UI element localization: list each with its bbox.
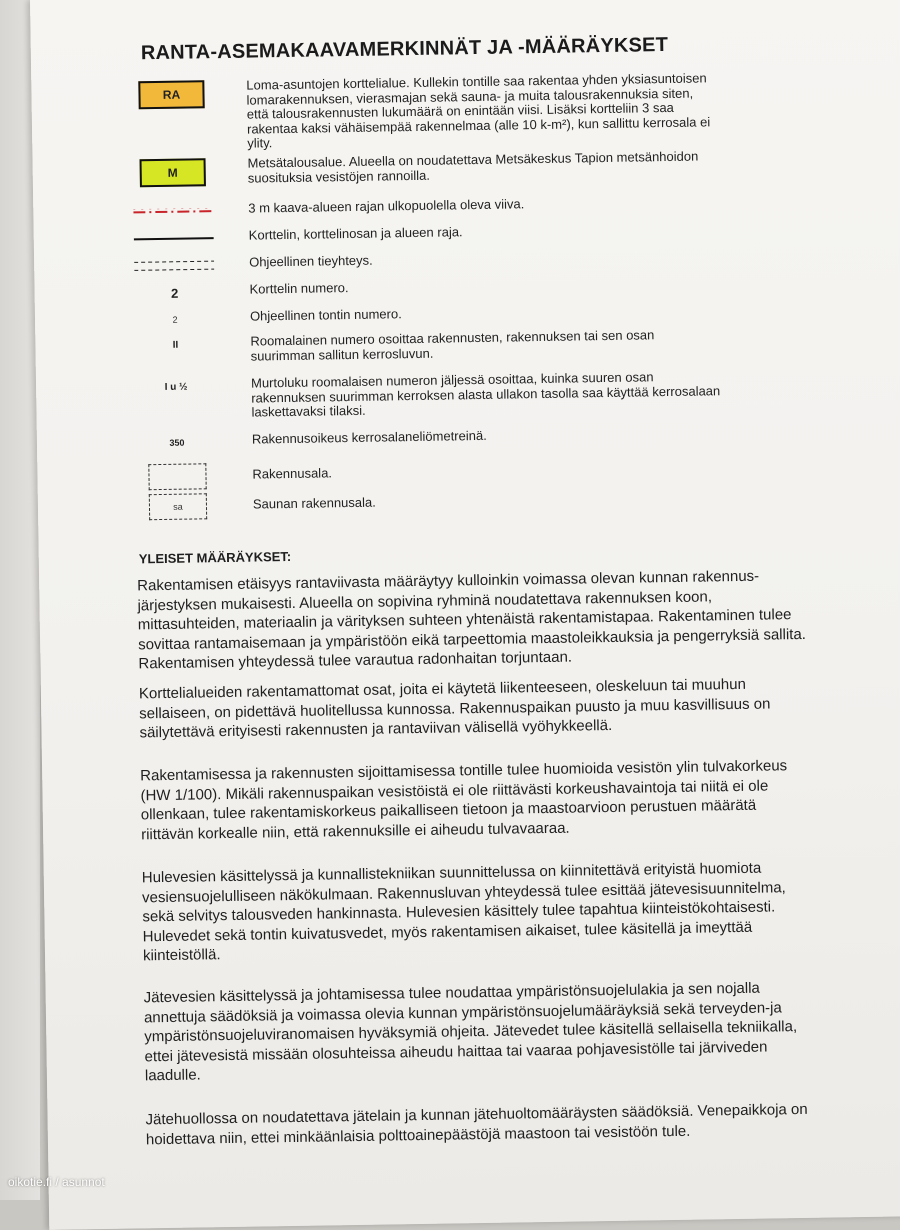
solid-line-icon [134, 234, 214, 243]
ra-swatch: RA [138, 80, 204, 109]
legend-item-attic-fraction [136, 369, 736, 420]
paragraph-flood-level: Rakentamisessa ja rakennusten sijoittamisessa tontille tulee huomioida vesistön ylin tulvakorkeus (HW 1/100). Mikäli rakennuspaikan vesistöistä ei ole riittävästi korkeushavaintoja tai niitä ei ole ollenkaan, tulee rakentamiskorkeus paikalliseen tietoon ja maastoarvioon perustuen määrätä riittävän korkealle niin, että rakennuksille ei aiheudu tulvavaaraa. [140, 757, 788, 843]
paragraph-setback: Rakentamisen etäisyys rantaviivasta määräytyy kulloinkin voimassa olevan kunnan rakennus-järjestyksen mukaisesti. Alueella on sopivina ryhminä noudatettava rakennuksen koon, mittasuhteiden, materiaalin ja värityksen suhteen yhtenäistä rakentamistapaa. Rakentaminen tulee sovittaa rantamaisemaan ja ympäristöön eikä tarpeettomia maastoleikkauksia ja pengerryksiä sallita. Rakentamisen yhteydessä tulee varautua radonhaitan torjuntaan. [137, 567, 807, 673]
legend-text: Roomalainen numero osoittaa rakennusten, rakennuksen tai sen osan suurimman sallitun kerrosluvun. [250, 327, 655, 364]
legend-item-ra [131, 70, 731, 151]
legend-symbol [137, 433, 217, 452]
document-page [30, 0, 900, 1230]
legend-item-outside-line [133, 194, 733, 216]
general-regulations-heading: YLEISET MÄÄRÄYKSET: [138, 548, 292, 567]
legend-item-block-border [134, 221, 734, 243]
roman-numeral-symbol: II [172, 339, 179, 351]
plot-number-symbol: 2 [172, 314, 178, 325]
legend-symbol [138, 493, 218, 520]
watermark: oikotie.fi / asunnot [8, 1175, 105, 1189]
legend-symbol [135, 335, 215, 354]
m-swatch: M [140, 158, 206, 187]
legend-item-floor-area [137, 425, 737, 448]
legend-text: Loma-asuntojen korttelialue. Kullekin tontille saa rakentaa yhden yksiasuntoisen lomarakennuksen, vierasmajan sekä sauna- ja muita talousrakennuksia siten, että talousrakennusten lukumäärä on enintään viisi. Lisäksi kortteliin 3 saa rakentaa kaksi vähäisempää rakennelmaa (alle 10 k-m²), kun sallittu kerrosala ei ylity. [246, 70, 711, 151]
legend-text: Korttelin numero. [249, 280, 349, 297]
legend-item-plot-number [135, 302, 735, 325]
legend-item-road [134, 248, 734, 270]
paragraph-waste-management: Jätehuollossa on noudatettava jätelain ja kunnan jätehuoltomääräysten säädöksiä. Venepaikkoja on hoidettava niin, ettei minkäänlaisia polttoainepäästöjä maastoon tai vesistöön tule. [145, 1100, 808, 1148]
legend-text: Saunan rakennusala. [252, 494, 376, 512]
legend-symbol [135, 310, 215, 329]
legend-text: Korttelin, korttelinosan ja alueen raja. [248, 224, 463, 243]
dashed-road-icon [134, 258, 214, 273]
floor-area-symbol: 350 [169, 437, 185, 448]
legend-item-m [133, 148, 733, 186]
legend-symbol [134, 283, 214, 302]
fraction-symbol: I u ½ [164, 381, 188, 393]
legend-symbol [136, 377, 216, 396]
legend-text: Ohjeellinen tontin numero. [249, 306, 402, 324]
legend-text: 3 m kaava-alueen rajan ulkopuolella oleva viiva. [248, 196, 525, 216]
legend-item-floors [135, 327, 735, 364]
legend-item-sauna-area [138, 485, 738, 512]
legend-symbol [134, 229, 214, 248]
block-number-symbol: 2 [170, 285, 179, 301]
paragraph-stormwater: Hulevesien käsittelyssä ja kunnallistekniikan suunnittelussa on kiinnitettävä erityistä huomiota vesiensuojelulliseen näkökulmaan. Rakennusluvan yhteydessä tulee esittää jätevesisuunnitelma, sekä selvitys talousveden hankinnasta. Hulevesien käsittely tulee tapahtua kiinteistökohtaisesti. Hulevedet sekä tontin kuivatusvedet, myös rakentamisen aikaiset, tulee käsitellä ja imeyttää kiinteistöllä. [141, 859, 786, 965]
document-title: RANTA-ASEMAKAAVAMERKINNÄT JA -MÄÄRÄYKSET [140, 33, 669, 65]
legend-symbol [133, 202, 213, 221]
legend-symbol [137, 463, 217, 490]
legend-text: Rakennusoikeus kerrosalaneliömetreinä. [251, 427, 487, 447]
legend-text: Murtoluku roomalaisen numeron jäljessä osoittaa, kuinka suuren osan rakennuksen suurimman kerroksen alasta ullakon tasolla saa käyttää kerrosalaan laskettavaksi tilaksi. [250, 369, 721, 420]
legend-item-block-number [134, 275, 734, 301]
legend-text: Rakennusala. [252, 465, 333, 482]
legend-text: Metsätalousalue. Alueella on noudatettava Metsäkeskus Tapion metsänhoidon suosituksia vesistöjen rannoilla. [247, 148, 699, 186]
paragraph-unbuilt-areas: Korttelialueiden rakentamattomat osat, joita ei käytetä liikenteeseen, oleskeluun tai muuhun sellaiseen, on pidettävä huolitellussa kunnossa. Rakennuspaikan puusto ja muu kasvillisuus on säilytettävä erityisesti rakennusten ja rantaviivan välisellä vyöhykkeellä. [138, 675, 771, 742]
red-dashdot-line-icon [133, 206, 213, 217]
building-area-box [148, 463, 206, 490]
legend-symbol [133, 157, 213, 188]
sauna-area-box: sa [149, 493, 207, 520]
paragraph-wastewater: Jätevesien käsittelyssä ja johtamisessa tulee noudattaa ympäristönsuojelulakia ja sen nojalla annettuja säädöksiä ja voimassa olevia kunnan ympäristönsuojelumääräyksiä sekä terveyden-ja ympäristönsuojeluviranomaisen hyväksymiä ohjeita. Jätevedet tulee käsitellä sellaisella tekniikalla, ettei jätevesistä missään olosuhteissa aiheudu haittaa tai vaaraa pohjavesistölle tai järviveden laadulle. [143, 979, 798, 1085]
legend-item-building-area [137, 455, 737, 482]
legend-text: Ohjeellinen tieyhteys. [249, 252, 373, 270]
legend-symbol [131, 79, 211, 110]
legend-symbol [134, 256, 214, 275]
